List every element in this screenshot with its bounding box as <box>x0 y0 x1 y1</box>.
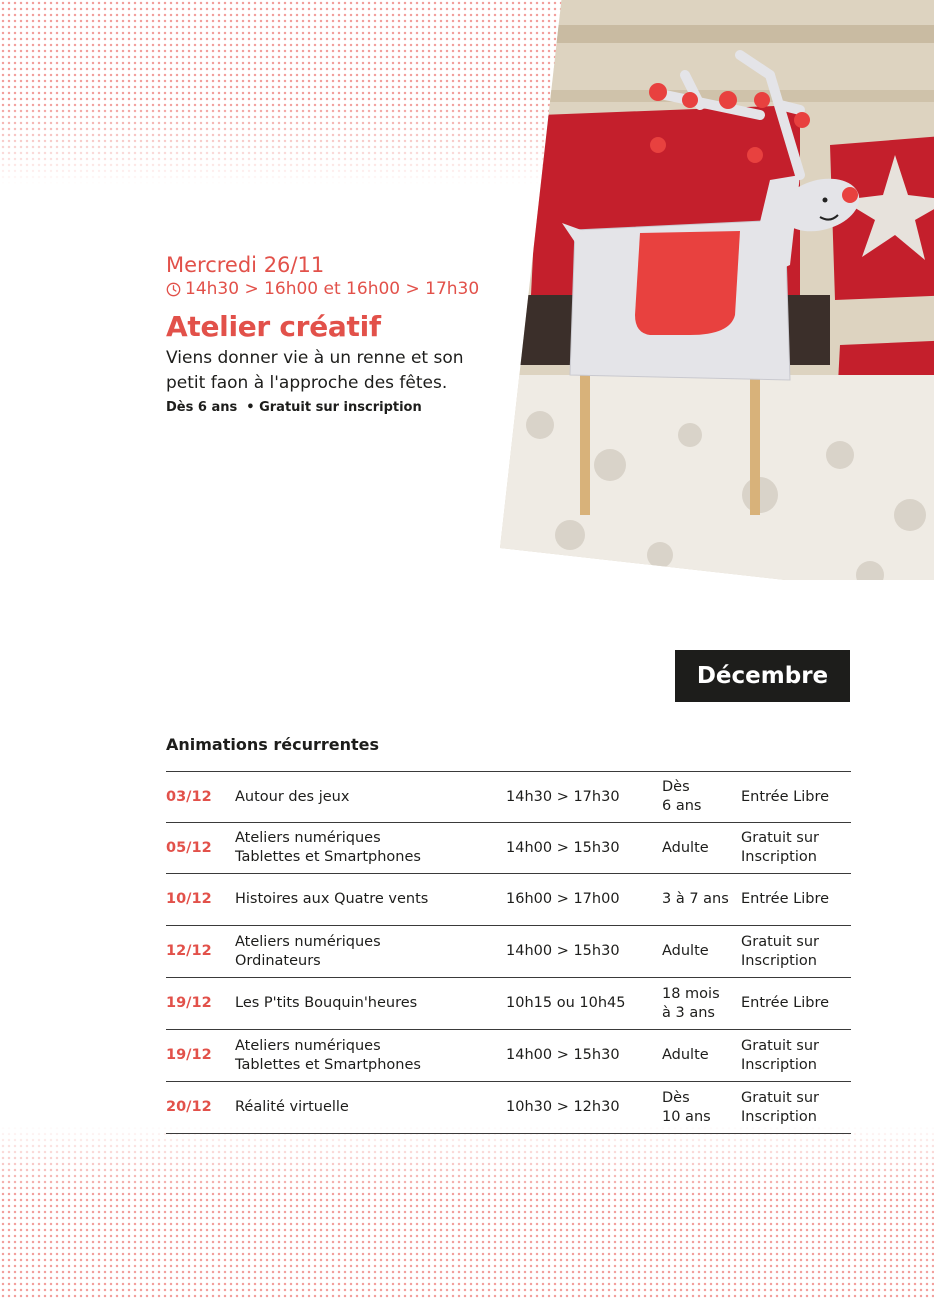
cell-date-text: 03/12 <box>166 788 212 805</box>
cell-entry <box>741 874 851 926</box>
cell-title <box>235 1082 506 1134</box>
reindeer-craft-photo <box>500 0 934 580</box>
table-row <box>166 926 851 978</box>
cell-time-text: 14h30 > 17h30 <box>506 788 620 805</box>
event-title: Atelier créatif <box>166 310 381 343</box>
cell-entry-text: Entrée Libre <box>741 995 830 1011</box>
cell-title-text: Histoires aux Quatre vents <box>235 891 429 907</box>
cell-date <box>166 926 235 978</box>
cell-title <box>235 874 506 926</box>
cell-time-text: 14h00 > 15h30 <box>506 1047 620 1063</box>
cell-age-text: Adulte <box>662 943 709 959</box>
cell-time <box>506 978 662 1030</box>
table-row <box>166 874 851 926</box>
cell-time <box>506 1082 662 1134</box>
cell-time-text: 16h00 > 17h00 <box>506 891 620 907</box>
cell-entry-text: Gratuit sur Inscription <box>741 1037 819 1073</box>
cell-date <box>166 1082 235 1134</box>
table-row <box>166 1082 851 1134</box>
cell-date-text: 05/12 <box>166 839 212 856</box>
cell-age-text: Dès 10 ans <box>662 1089 711 1125</box>
cell-date-text: 12/12 <box>166 943 212 959</box>
cell-age <box>662 978 741 1030</box>
cell-title-text: Ateliers numériques Tablettes et Smartphones <box>235 1037 421 1073</box>
cell-title <box>235 978 506 1030</box>
table-row <box>166 1030 851 1082</box>
cell-title <box>235 926 506 978</box>
cell-date <box>166 823 235 874</box>
cell-age <box>662 926 741 978</box>
cell-entry-text: Gratuit sur Inscription <box>741 1089 819 1125</box>
month-badge: Décembre <box>675 650 850 702</box>
cell-date <box>166 1030 235 1082</box>
cell-time-text: 10h30 > 12h30 <box>506 1099 620 1115</box>
cell-time-text: 10h15 ou 10h45 <box>506 995 626 1011</box>
event-block <box>166 252 496 415</box>
cell-entry-text: Entrée Libre <box>741 891 830 907</box>
table-row <box>166 978 851 1030</box>
cell-date <box>166 978 235 1030</box>
cell-time-text: 14h00 > 15h30 <box>506 943 620 959</box>
cell-date-text: 10/12 <box>166 891 212 907</box>
cell-title <box>235 772 506 823</box>
cell-entry <box>741 772 851 823</box>
cell-title-text: Autour des jeux <box>235 788 350 805</box>
event-time-row <box>166 278 496 300</box>
event-date: Mercredi 26/11 <box>166 253 325 277</box>
table-row <box>166 823 851 874</box>
cell-entry-text: Entrée Libre <box>741 788 830 805</box>
cell-entry-text: Gratuit sur Inscription <box>741 830 819 865</box>
cell-age <box>662 1082 741 1134</box>
cell-date <box>166 874 235 926</box>
cell-age <box>662 772 741 823</box>
section-title: Animations récurrentes <box>166 735 379 754</box>
cell-title-text: Ateliers numériques Tablettes et Smartphones <box>235 830 421 865</box>
cell-age <box>662 823 741 874</box>
cell-age-text: Adulte <box>662 839 709 856</box>
clock-icon <box>166 282 181 297</box>
cell-time <box>506 926 662 978</box>
cell-time <box>506 1030 662 1082</box>
cell-date <box>166 772 235 823</box>
cell-time-text: 14h00 > 15h30 <box>506 839 620 856</box>
cell-title-text: Ateliers numériques Ordinateurs <box>235 933 381 969</box>
cell-age-text: Dès 6 ans <box>662 779 702 814</box>
cell-age-text: 3 à 7 ans <box>662 891 729 907</box>
dotted-pattern-bottom <box>0 1125 934 1300</box>
recurring-schedule-table <box>166 771 851 1134</box>
cell-date-text: 20/12 <box>166 1099 212 1115</box>
table-row <box>166 772 851 823</box>
cell-entry-text: Gratuit sur Inscription <box>741 933 819 969</box>
cell-title-text: Réalité virtuelle <box>235 1099 349 1115</box>
event-time: 14h30 > 16h00 et 16h00 > 17h30 <box>185 279 480 299</box>
cell-title <box>235 1030 506 1082</box>
cell-entry <box>741 823 851 874</box>
cell-date-text: 19/12 <box>166 995 212 1011</box>
cell-age-text: 18 mois à 3 ans <box>662 985 720 1021</box>
event-meta: Dès 6 ans • Gratuit sur inscription <box>166 400 422 415</box>
cell-time <box>506 823 662 874</box>
cell-entry <box>741 978 851 1030</box>
cell-age-text: Adulte <box>662 1047 709 1063</box>
cell-time <box>506 772 662 823</box>
cell-date-text: 19/12 <box>166 1047 212 1063</box>
cell-title-text: Les P'tits Bouquin'heures <box>235 995 418 1011</box>
cell-age <box>662 1030 741 1082</box>
cell-entry <box>741 926 851 978</box>
cell-time <box>506 874 662 926</box>
event-description: Viens donner vie à un renne et son petit faon à l'approche des fêtes. <box>166 348 464 393</box>
cell-entry <box>741 1030 851 1082</box>
cell-age <box>662 874 741 926</box>
cell-entry <box>741 1082 851 1134</box>
cell-title <box>235 823 506 874</box>
reindeer-illustration <box>500 0 934 580</box>
